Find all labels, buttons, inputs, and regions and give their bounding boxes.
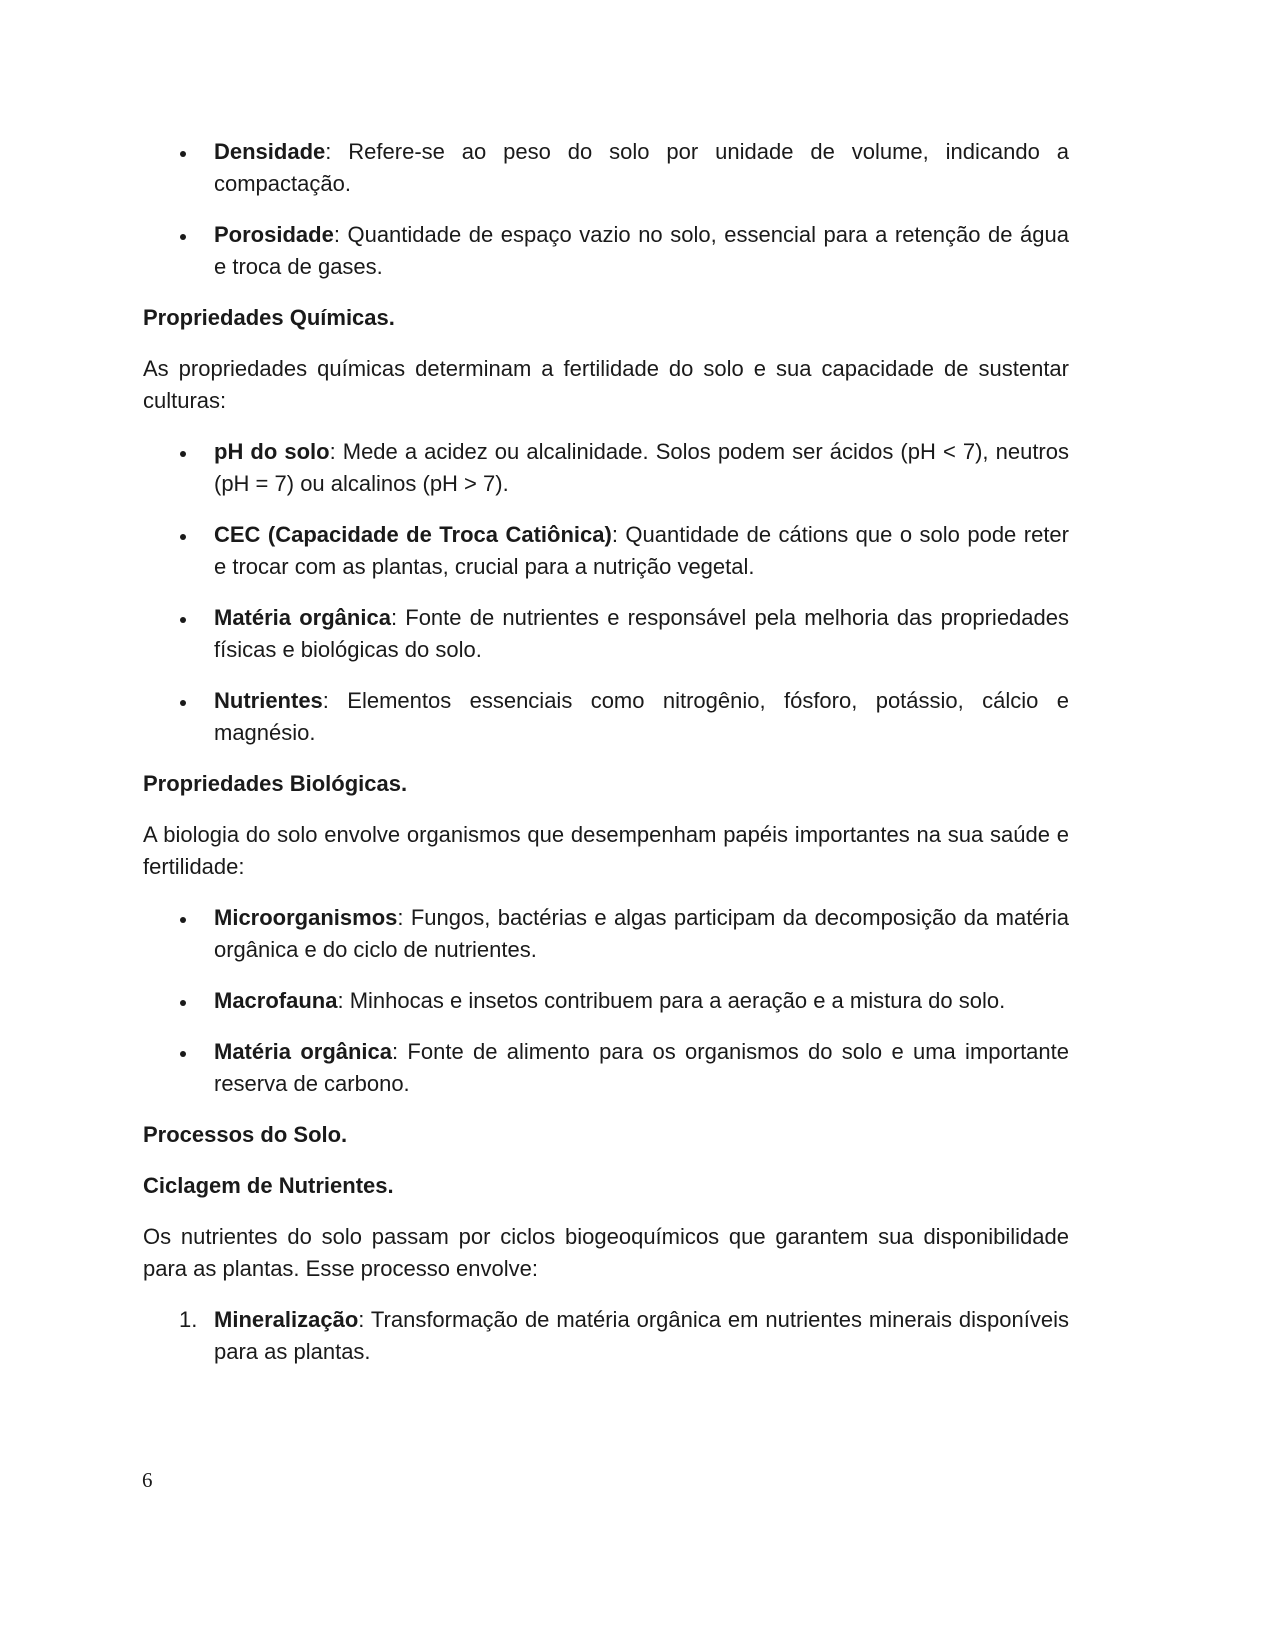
- biological-properties-list: [143, 902, 1069, 1100]
- bullet-icon: [180, 700, 186, 706]
- list-item: [143, 219, 1069, 283]
- definition: : Mede a acidez ou alcalinidade. Solos podem ser ácidos (pH < 7), neutros (pH = 7) ou alcalinos (pH > 7).: [214, 439, 1069, 496]
- subsection-heading: Ciclagem de Nutrientes.: [143, 1173, 394, 1198]
- definition: : Minhocas e insetos contribuem para a aeração e a mistura do solo.: [337, 988, 1006, 1013]
- paragraph: A biologia do solo envolve organismos que desempenham papéis importantes na sua saúde e fertilidade:: [143, 822, 1069, 879]
- section-heading: Processos do Solo.: [143, 1122, 348, 1147]
- bullet-icon: [180, 617, 186, 623]
- chemical-properties-list: [143, 436, 1069, 749]
- definition: : Elementos essenciais como nitrogênio, fósforo, potássio, cálcio e magnésio.: [214, 688, 1069, 745]
- term: Macrofauna: [214, 988, 338, 1013]
- bullet-icon: [180, 1051, 186, 1057]
- document-page: [143, 136, 1069, 1387]
- definition: : Fonte de nutrientes e responsável pela melhoria das propriedades físicas e biológicas do solo.: [214, 605, 1069, 662]
- list-item: [143, 519, 1069, 583]
- term: CEC (Capacidade de Troca Catiônica): [214, 522, 612, 547]
- term: Microorganismos: [214, 905, 398, 930]
- list-item: [143, 985, 1069, 1017]
- bullet-icon: [180, 1000, 186, 1006]
- definition: : Fonte de alimento para os organismos do solo e uma importante reserva de carbono.: [214, 1039, 1069, 1096]
- numbered-list: [143, 1304, 1069, 1368]
- list-item: [143, 685, 1069, 749]
- term: Matéria orgânica: [214, 605, 391, 630]
- term: pH do solo: [214, 439, 330, 464]
- section-heading: Propriedades Químicas.: [143, 305, 395, 330]
- page-number: 6: [142, 1468, 153, 1492]
- term: Nutrientes: [214, 688, 323, 713]
- definition: : Transformação de matéria orgânica em nutrientes minerais disponíveis para as plantas.: [214, 1307, 1069, 1364]
- list-item: [143, 1036, 1069, 1100]
- list-item: [143, 1304, 1069, 1368]
- bullet-icon: [180, 534, 186, 540]
- paragraph: Os nutrientes do solo passam por ciclos biogeoquímicos que garantem sua disponibilidade para as plantas. Esse processo envolve:: [143, 1224, 1069, 1281]
- definition: : Fungos, bactérias e algas participam da decomposição da matéria orgânica e do ciclo de nutrientes.: [214, 905, 1069, 962]
- bullet-icon: [180, 234, 186, 240]
- definition: : Refere-se ao peso do solo por unidade de volume, indicando a compactação.: [214, 139, 1069, 196]
- bullet-icon: [180, 151, 186, 157]
- list-item: [143, 602, 1069, 666]
- list-item: [143, 136, 1069, 200]
- list-item: [143, 902, 1069, 966]
- term: Mineralização: [214, 1307, 359, 1332]
- definition: : Quantidade de espaço vazio no solo, essencial para a retenção de água e troca de gases.: [214, 222, 1069, 279]
- term: Densidade: [214, 139, 326, 164]
- bullet-icon: [180, 451, 186, 457]
- list-item: [143, 436, 1069, 500]
- bullet-icon: [180, 917, 186, 923]
- term: Matéria orgânica: [214, 1039, 393, 1064]
- physical-properties-list: [143, 136, 1069, 283]
- definition: : Quantidade de cátions que o solo pode reter e trocar com as plantas, crucial para a nutrição vegetal.: [214, 522, 1069, 579]
- term: Porosidade: [214, 222, 334, 247]
- section-heading: Propriedades Biológicas.: [143, 771, 408, 796]
- list-number: 1.: [179, 1307, 198, 1332]
- paragraph: As propriedades químicas determinam a fertilidade do solo e sua capacidade de sustentar culturas:: [143, 356, 1069, 413]
